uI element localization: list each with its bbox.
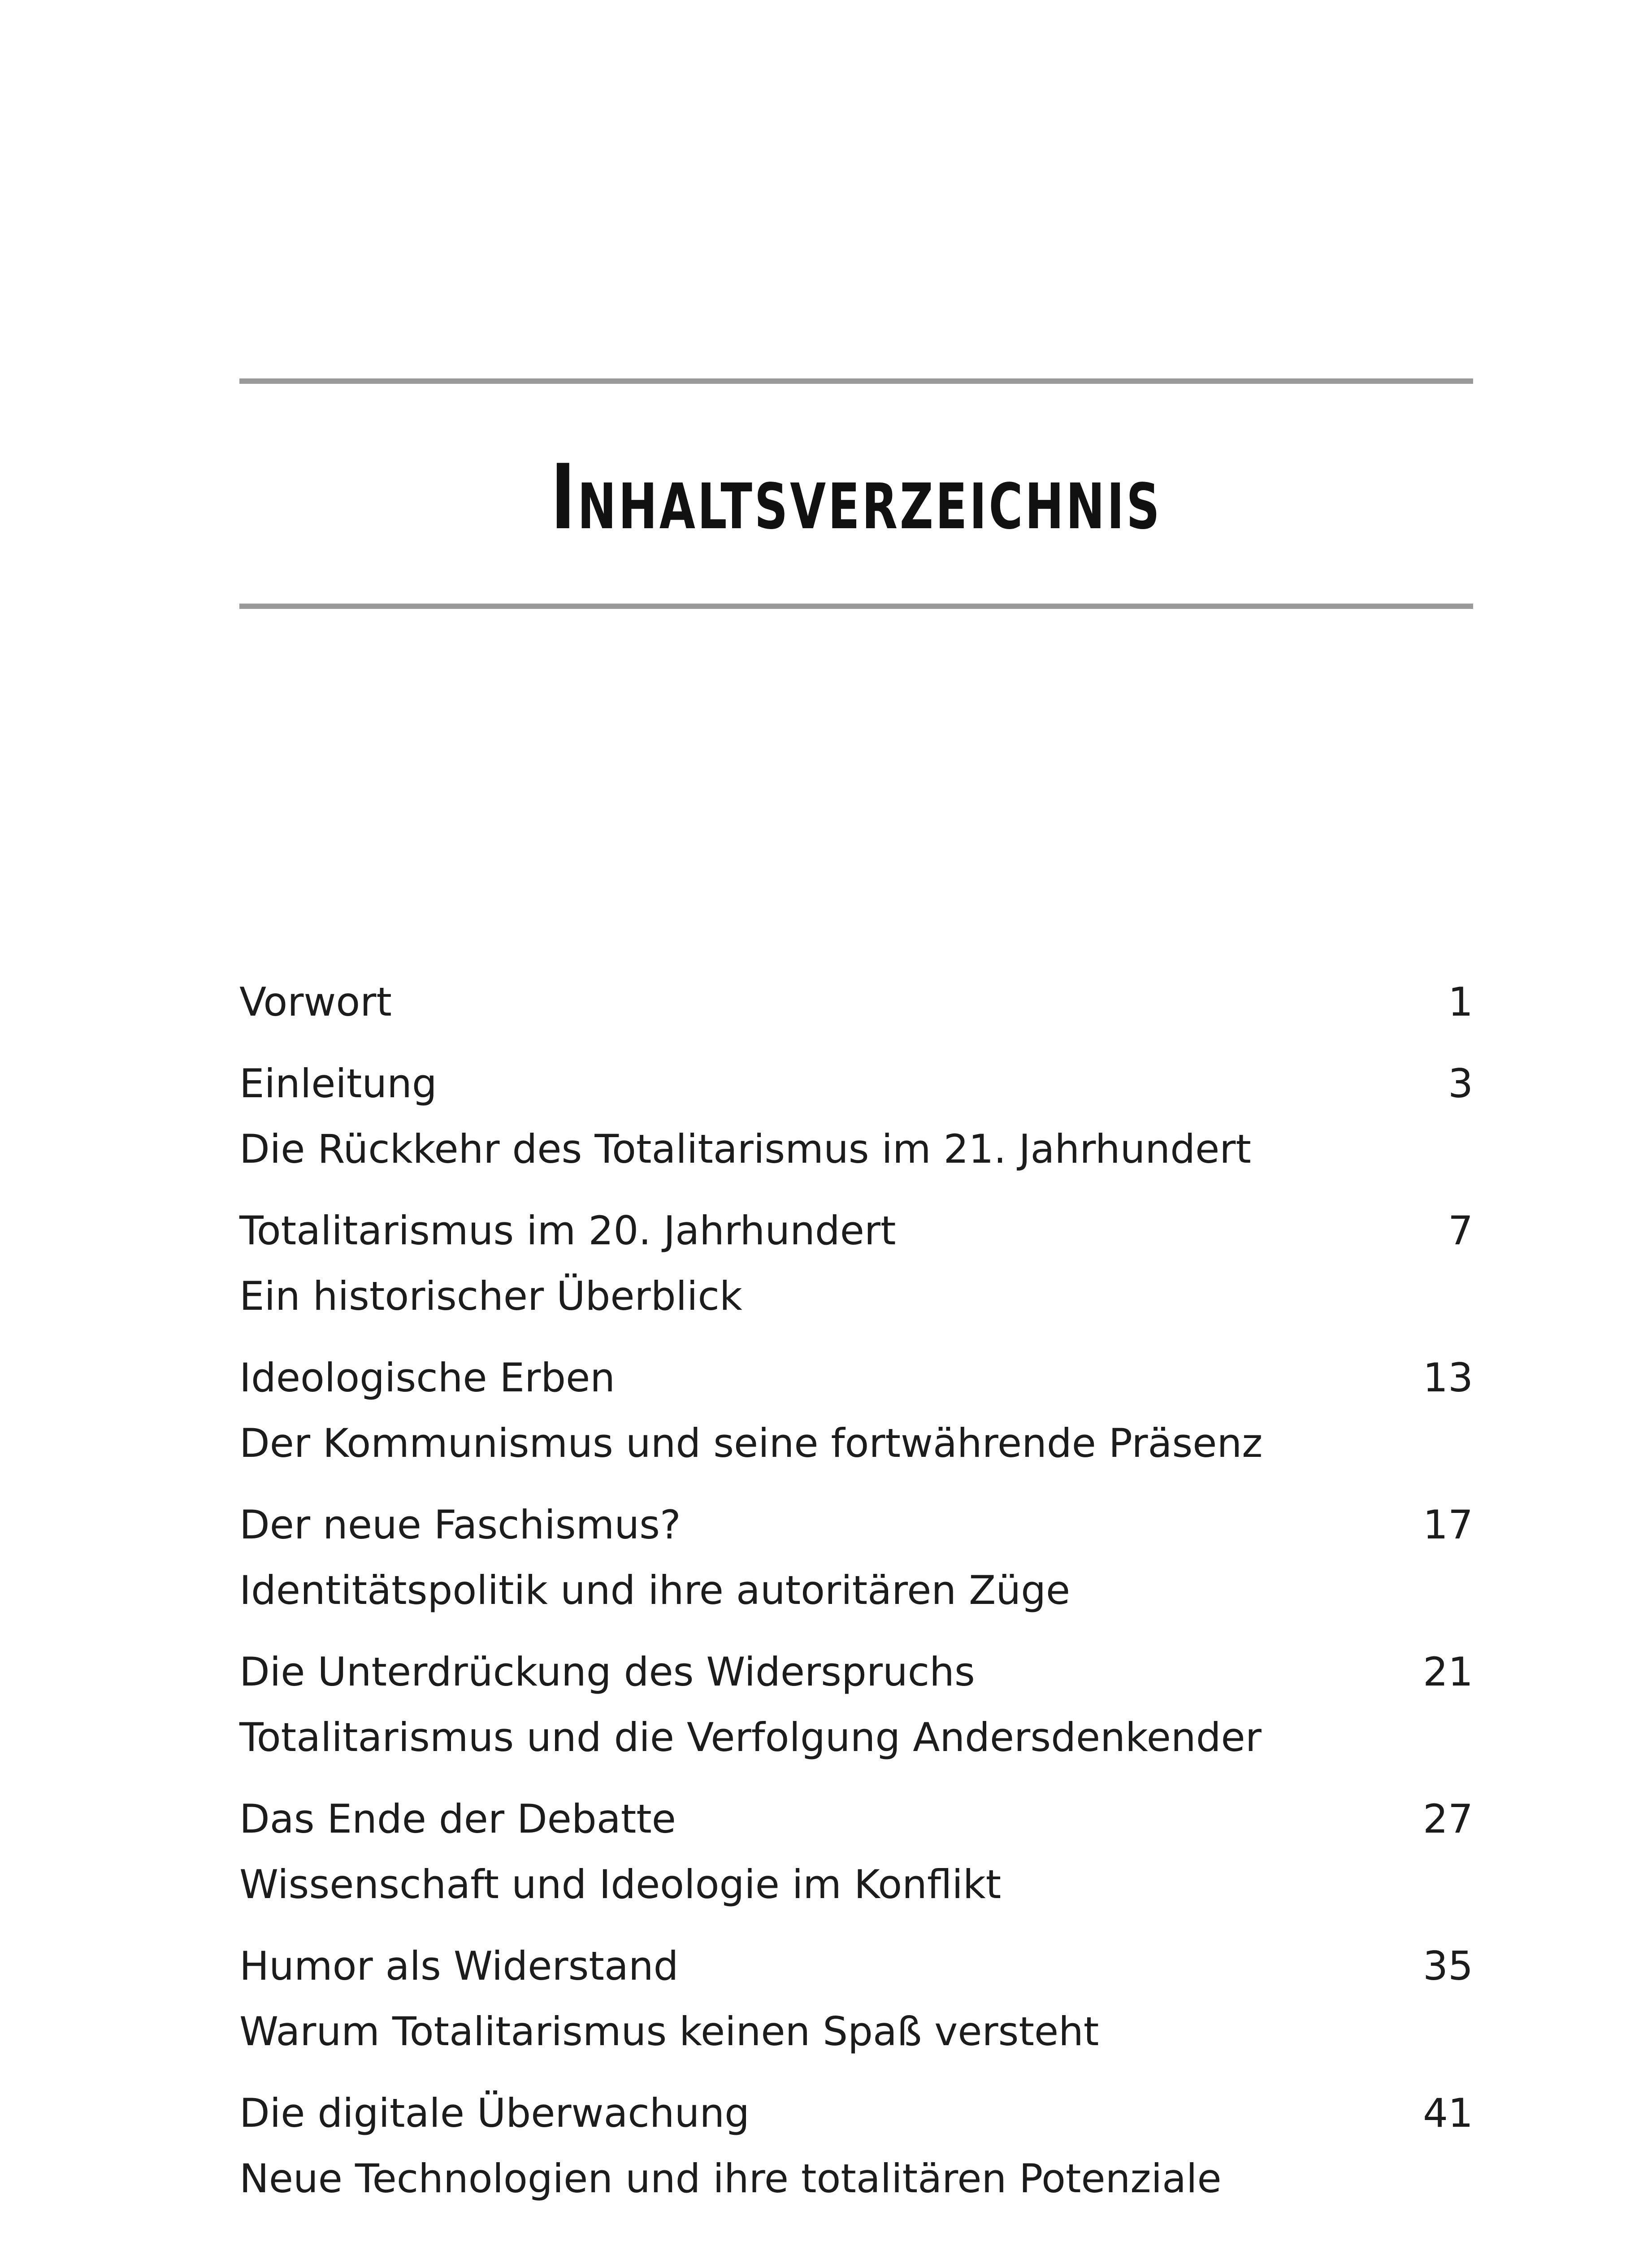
toc-entry-digitale-ueberwachung[interactable] — [239, 2081, 1473, 2212]
toc-entry-subtitle: Warum Totalitarismus keinen Spaß versteht — [239, 2008, 1099, 2055]
toc-entry-title: Einleitung — [239, 1060, 437, 1107]
toc-entry-page: 27 — [1423, 1796, 1473, 1842]
toc-entry-title: Vorwort — [239, 979, 392, 1025]
toc-entry-page: 7 — [1448, 1208, 1473, 1254]
page-title: Inhaltsverzeichnis — [551, 445, 1162, 550]
toc-entry-title: Humor als Widerstand — [239, 1943, 679, 1989]
toc-entry-title: Ideologische Erben — [239, 1355, 616, 1401]
toc-entry-title: Das Ende der Debatte — [239, 1796, 676, 1842]
toc-entry-page: 17 — [1423, 1502, 1473, 1548]
toc-entry-title: Die Unterdrückung des Widerspruchs — [239, 1649, 975, 1695]
toc-entry-page: 13 — [1423, 1355, 1473, 1401]
toc-entry-subtitle: Die Rückkehr des Totalitarismus im 21. Jahrhundert — [239, 1126, 1251, 1172]
toc-entry-title: Der neue Faschismus? — [239, 1502, 681, 1548]
toc-entry-page: 41 — [1423, 2090, 1473, 2136]
toc-entry-title: Totalitarismus im 20. Jahrhundert — [239, 1208, 896, 1254]
toc-entry-subtitle: Ein historischer Überblick — [239, 1273, 742, 1319]
table-of-contents — [239, 969, 1473, 2228]
heading-rule-bottom — [239, 604, 1473, 609]
toc-entry-title: Die digitale Überwachung — [239, 2090, 750, 2136]
toc-entry-subtitle: Neue Technologien und ihre totalitären Potenziale — [239, 2155, 1222, 2202]
toc-entry-page: 1 — [1448, 979, 1473, 1025]
toc-entry-einleitung[interactable] — [239, 1051, 1473, 1182]
heading-rule-top — [239, 378, 1473, 384]
toc-entry-subtitle: Wissenschaft und Ideologie im Konflikt — [239, 1861, 1002, 1907]
toc-entry-totalitarismus-20-jh[interactable] — [239, 1198, 1473, 1329]
toc-entry-subtitle: Totalitarismus und die Verfolgung Andersdenkender — [239, 1714, 1262, 1760]
toc-entry-page: 21 — [1423, 1649, 1473, 1695]
toc-entry-page: 3 — [1448, 1060, 1473, 1107]
toc-entry-unterdrueckung[interactable] — [239, 1639, 1473, 1770]
toc-entry-page: 35 — [1423, 1943, 1473, 1989]
toc-entry-vorwort[interactable] — [239, 969, 1473, 1035]
toc-entry-subtitle: Identitätspolitik und ihre autoritären Züge — [239, 1567, 1071, 1613]
toc-entry-ende-der-debatte[interactable] — [239, 1786, 1473, 1917]
toc-entry-neuer-faschismus[interactable] — [239, 1492, 1473, 1623]
toc-entry-humor[interactable] — [239, 1934, 1473, 2064]
toc-entry-subtitle: Der Kommunismus und seine fortwährende Präsenz — [239, 1420, 1263, 1466]
toc-entry-ideologische-erben[interactable] — [239, 1345, 1473, 1476]
